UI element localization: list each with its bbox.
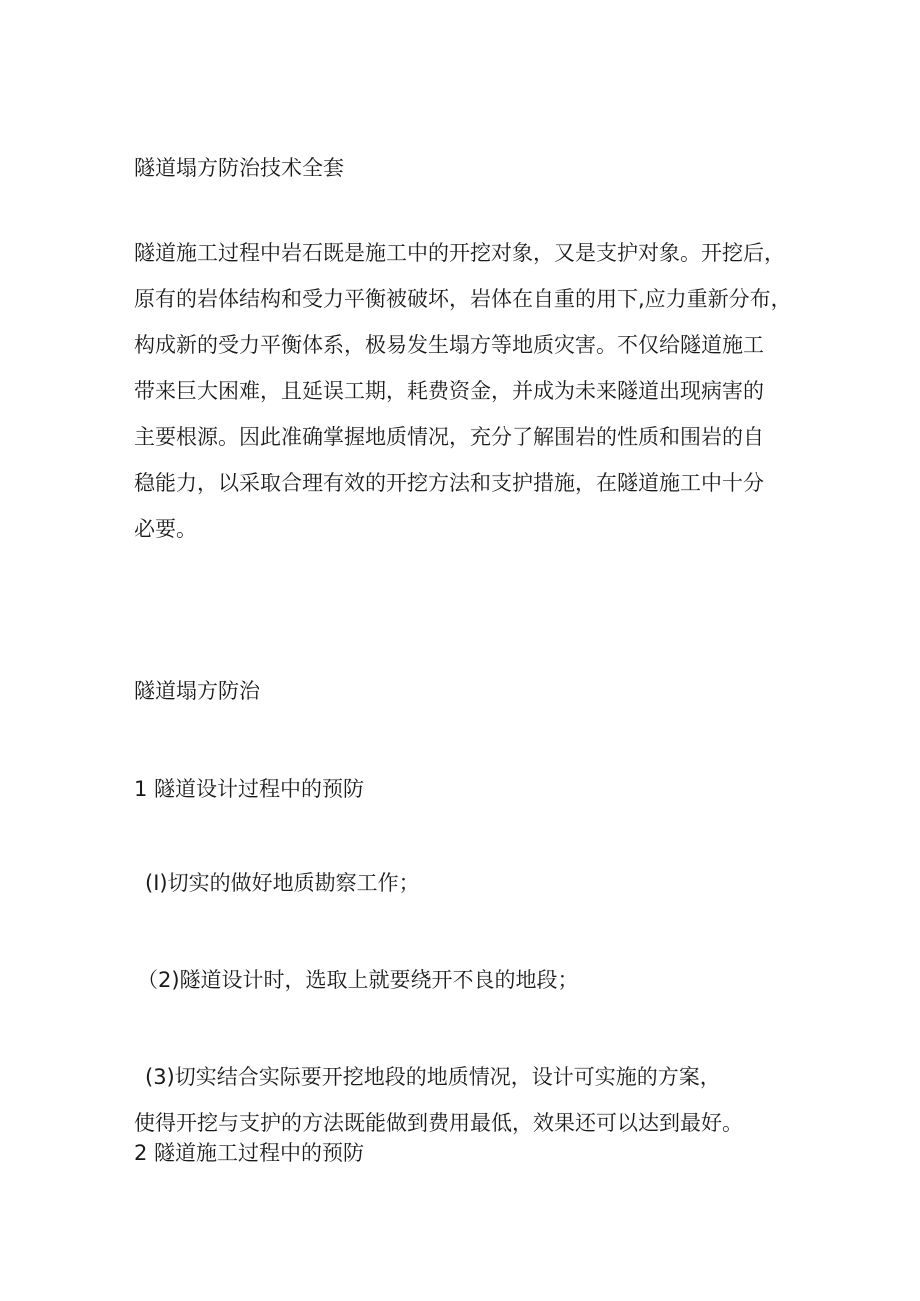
list-item-design-scheme: (3)切实结合实际要开挖地段的地质情况，设计可实施的方案， — [145, 1065, 721, 1089]
list-item-geological-survey: (I)切实的做好地质勘察工作； — [145, 871, 420, 895]
intro-line: 原有的岩体结构和受力平衡被破坏，岩体在自重的用下,应力重新分布， — [134, 287, 792, 311]
intro-line: 稳能力，以采取合理有效的开挖方法和支护措施，在隧道施工中十分 — [134, 471, 764, 495]
list-item-design-scheme-continued: 使得开挖与支护的方法既能做到费用最低，效果还可以达到最好。 — [134, 1111, 743, 1135]
list-item-route-selection: （2)隧道设计时，选取上就要绕开不良的地段； — [137, 968, 579, 992]
intro-line: 带来巨大困难，且延误工期，耗费资金，并成为未来隧道出现病害的 — [134, 379, 764, 403]
subsection-heading-construction: 2 隧道施工过程中的预防 — [134, 1141, 365, 1165]
intro-line: 必要。 — [134, 517, 197, 541]
intro-line: 构成新的受力平衡体系，极易发生塌方等地质灾害。不仅给隧道施工 — [134, 333, 764, 357]
intro-line: 隧道施工过程中岩石既是施工中的开挖对象，又是支护对象。开挖后， — [134, 241, 785, 265]
intro-line: 主要根源。因此准确掌握地质情况，充分了解围岩的性质和围岩的自 — [134, 425, 764, 449]
document-title: 隧道塌方防治技术全套 — [134, 156, 344, 180]
section-heading: 隧道塌方防治 — [134, 679, 260, 703]
subsection-heading-design: 1 隧道设计过程中的预防 — [134, 777, 365, 801]
intro-paragraph — [134, 234, 814, 556]
